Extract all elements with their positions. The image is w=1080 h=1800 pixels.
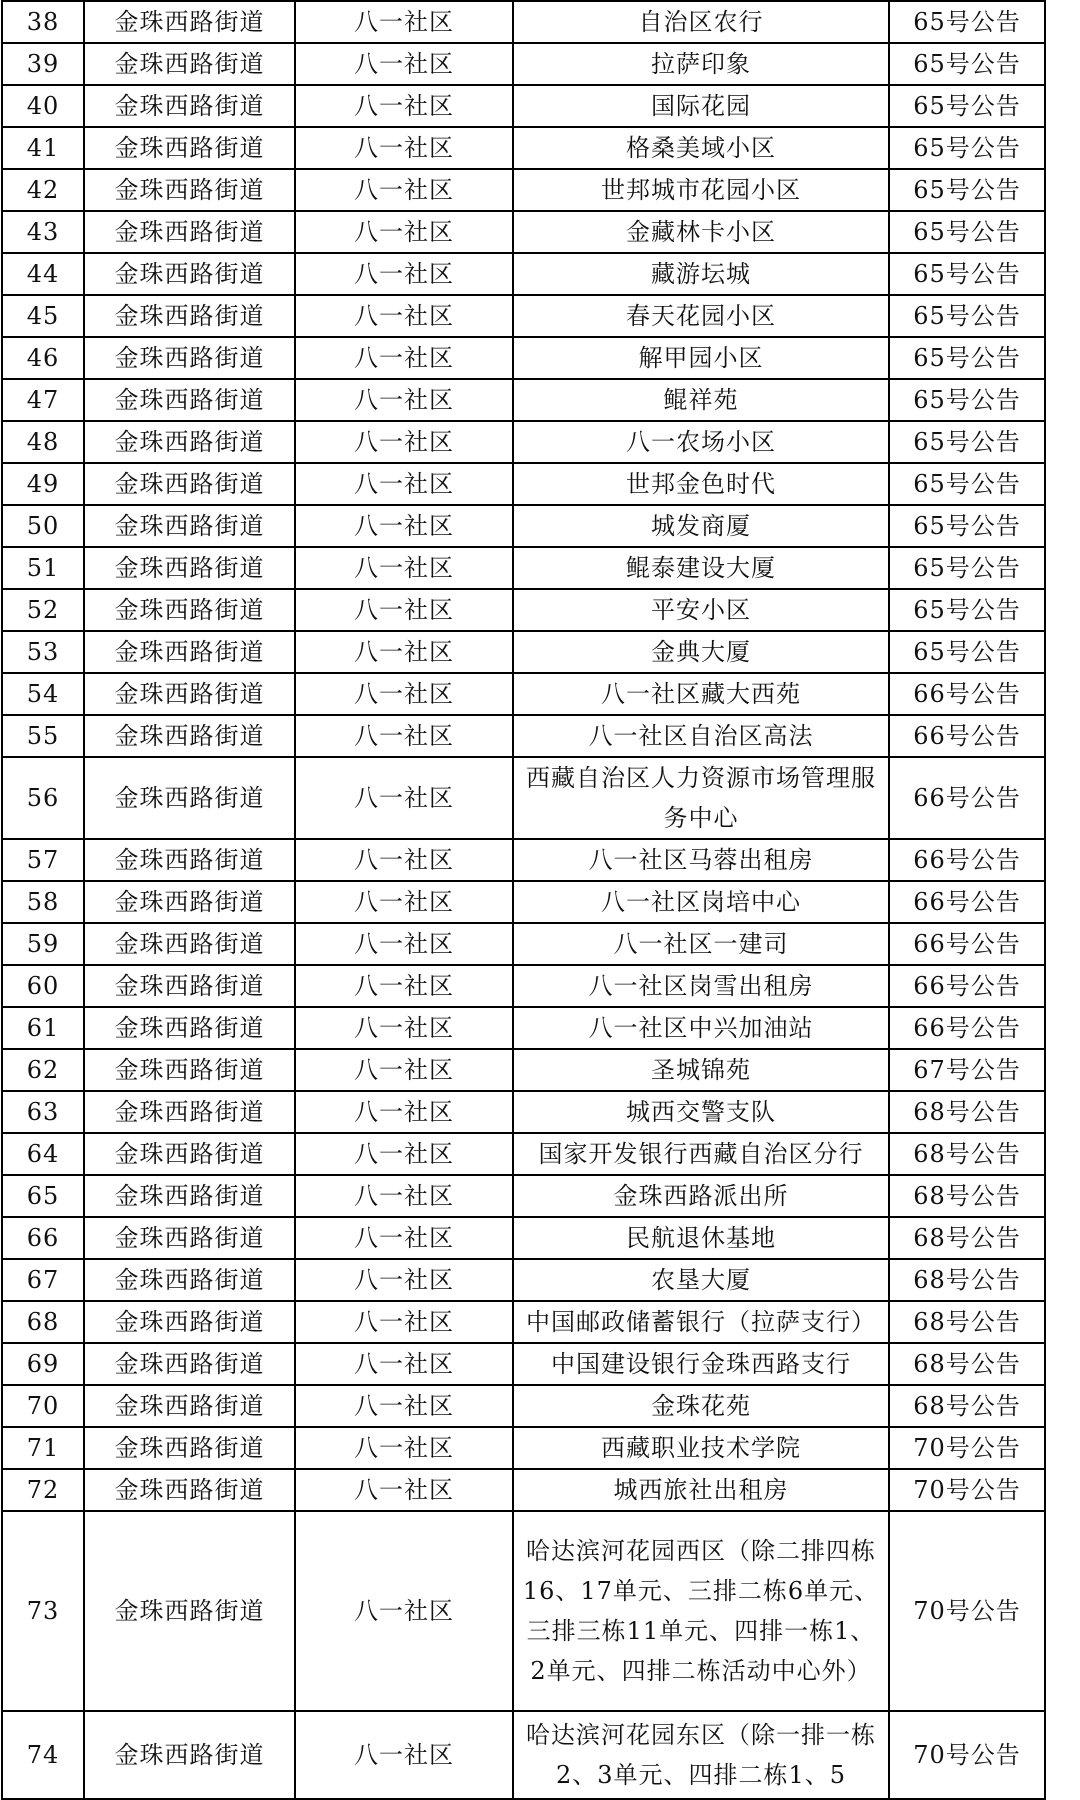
notice-cell: 65号公告 xyxy=(889,463,1045,505)
table-row xyxy=(2,923,1045,965)
address-cell: 藏游坛城 xyxy=(513,253,889,295)
notice-cell: 67号公告 xyxy=(889,1049,1045,1091)
table-row xyxy=(2,1469,1045,1511)
address-cell: 西藏职业技术学院 xyxy=(513,1427,889,1469)
notice-cell: 68号公告 xyxy=(889,1385,1045,1427)
street-cell: 金珠西路街道 xyxy=(84,1091,295,1133)
street-cell: 金珠西路街道 xyxy=(84,631,295,673)
address-cell: 解甲园小区 xyxy=(513,337,889,379)
street-cell: 金珠西路街道 xyxy=(84,1259,295,1301)
street-cell: 金珠西路街道 xyxy=(84,43,295,85)
community-cell: 八一社区 xyxy=(295,505,513,547)
table-row xyxy=(2,1,1045,43)
community-cell: 八一社区 xyxy=(295,169,513,211)
table-row xyxy=(2,1091,1045,1133)
street-cell: 金珠西路街道 xyxy=(84,1343,295,1385)
community-cell: 八一社区 xyxy=(295,211,513,253)
notice-cell: 65号公告 xyxy=(889,211,1045,253)
address-cell: 平安小区 xyxy=(513,589,889,631)
community-cell: 八一社区 xyxy=(295,715,513,757)
address-cell: 八一社区马蓉出租房 xyxy=(513,839,889,881)
address-cell: 哈达滨河花园东区（除一排一栋2、3单元、四排二栋1、5 xyxy=(513,1711,889,1799)
community-cell: 八一社区 xyxy=(295,295,513,337)
row-number-cell: 39 xyxy=(2,43,84,85)
street-cell: 金珠西路街道 xyxy=(84,127,295,169)
address-cell: 八一农场小区 xyxy=(513,421,889,463)
row-number-cell: 41 xyxy=(2,127,84,169)
community-cell: 八一社区 xyxy=(295,1091,513,1133)
address-cell: 八一社区藏大西苑 xyxy=(513,673,889,715)
community-cell: 八一社区 xyxy=(295,1007,513,1049)
address-cell: 中国建设银行金珠西路支行 xyxy=(513,1343,889,1385)
table-row xyxy=(2,43,1045,85)
community-cell: 八一社区 xyxy=(295,1301,513,1343)
community-cell: 八一社区 xyxy=(295,421,513,463)
community-cell: 八一社区 xyxy=(295,1511,513,1711)
community-cell: 八一社区 xyxy=(295,127,513,169)
table-row xyxy=(2,547,1045,589)
community-cell: 八一社区 xyxy=(295,379,513,421)
row-number-cell: 65 xyxy=(2,1175,84,1217)
table-row xyxy=(2,757,1045,839)
address-cell: 自治区农行 xyxy=(513,1,889,43)
community-cell: 八一社区 xyxy=(295,337,513,379)
street-cell: 金珠西路街道 xyxy=(84,505,295,547)
notice-cell: 66号公告 xyxy=(889,1007,1045,1049)
row-number-cell: 56 xyxy=(2,757,84,839)
notice-cell: 68号公告 xyxy=(889,1133,1045,1175)
street-cell: 金珠西路街道 xyxy=(84,1469,295,1511)
address-cell: 哈达滨河花园西区（除二排四栋16、17单元、三排二栋6单元、三排三栋11单元、四排一栋1、2单元、四排二栋活动中心外） xyxy=(513,1511,889,1711)
community-cell: 八一社区 xyxy=(295,923,513,965)
street-cell: 金珠西路街道 xyxy=(84,421,295,463)
row-number-cell: 64 xyxy=(2,1133,84,1175)
street-cell: 金珠西路街道 xyxy=(84,1711,295,1799)
address-cell: 格桑美域小区 xyxy=(513,127,889,169)
table-row xyxy=(2,1133,1045,1175)
table-row xyxy=(2,839,1045,881)
notice-cell: 66号公告 xyxy=(889,757,1045,839)
address-cell: 鲲泰建设大厦 xyxy=(513,547,889,589)
address-cell: 金珠西路派出所 xyxy=(513,1175,889,1217)
table-row xyxy=(2,211,1045,253)
row-number-cell: 62 xyxy=(2,1049,84,1091)
address-cell: 八一社区自治区高法 xyxy=(513,715,889,757)
table-body xyxy=(2,1,1045,1799)
row-number-cell: 42 xyxy=(2,169,84,211)
table-row xyxy=(2,1217,1045,1259)
table-row xyxy=(2,505,1045,547)
row-number-cell: 45 xyxy=(2,295,84,337)
row-number-cell: 46 xyxy=(2,337,84,379)
street-cell: 金珠西路街道 xyxy=(84,547,295,589)
community-cell: 八一社区 xyxy=(295,1711,513,1799)
address-cell: 城发商厦 xyxy=(513,505,889,547)
street-cell: 金珠西路街道 xyxy=(84,1217,295,1259)
row-number-cell: 74 xyxy=(2,1711,84,1799)
row-number-cell: 57 xyxy=(2,839,84,881)
row-number-cell: 72 xyxy=(2,1469,84,1511)
address-cell: 八一社区中兴加油站 xyxy=(513,1007,889,1049)
street-cell: 金珠西路街道 xyxy=(84,1133,295,1175)
notice-cell: 65号公告 xyxy=(889,631,1045,673)
address-cell: 城西交警支队 xyxy=(513,1091,889,1133)
community-cell: 八一社区 xyxy=(295,1385,513,1427)
notice-cell: 66号公告 xyxy=(889,965,1045,1007)
notice-cell: 65号公告 xyxy=(889,169,1045,211)
community-cell: 八一社区 xyxy=(295,547,513,589)
address-cell: 春天花园小区 xyxy=(513,295,889,337)
address-cell: 八一社区岗培中心 xyxy=(513,881,889,923)
community-cell: 八一社区 xyxy=(295,1049,513,1091)
row-number-cell: 50 xyxy=(2,505,84,547)
street-cell: 金珠西路街道 xyxy=(84,337,295,379)
address-cell: 世邦金色时代 xyxy=(513,463,889,505)
notice-cell: 65号公告 xyxy=(889,253,1045,295)
row-number-cell: 40 xyxy=(2,85,84,127)
row-number-cell: 69 xyxy=(2,1343,84,1385)
street-cell: 金珠西路街道 xyxy=(84,965,295,1007)
table-row xyxy=(2,463,1045,505)
notice-cell: 65号公告 xyxy=(889,295,1045,337)
notice-cell: 65号公告 xyxy=(889,337,1045,379)
notice-cell: 65号公告 xyxy=(889,421,1045,463)
row-number-cell: 60 xyxy=(2,965,84,1007)
community-list-table xyxy=(1,0,1046,1800)
table-row xyxy=(2,1385,1045,1427)
community-cell: 八一社区 xyxy=(295,965,513,1007)
address-cell: 国际花园 xyxy=(513,85,889,127)
address-cell: 金藏林卡小区 xyxy=(513,211,889,253)
notice-cell: 65号公告 xyxy=(889,43,1045,85)
row-number-cell: 55 xyxy=(2,715,84,757)
table-row xyxy=(2,421,1045,463)
community-cell: 八一社区 xyxy=(295,253,513,295)
street-cell: 金珠西路街道 xyxy=(84,463,295,505)
community-cell: 八一社区 xyxy=(295,1469,513,1511)
community-cell: 八一社区 xyxy=(295,1427,513,1469)
address-cell: 八一社区岗雪出租房 xyxy=(513,965,889,1007)
address-cell: 鲲祥苑 xyxy=(513,379,889,421)
street-cell: 金珠西路街道 xyxy=(84,211,295,253)
address-cell: 民航退休基地 xyxy=(513,1217,889,1259)
table-row xyxy=(2,253,1045,295)
row-number-cell: 66 xyxy=(2,1217,84,1259)
address-cell: 国家开发银行西藏自治区分行 xyxy=(513,1133,889,1175)
table-row xyxy=(2,1511,1045,1711)
address-cell: 城西旅社出租房 xyxy=(513,1469,889,1511)
community-cell: 八一社区 xyxy=(295,1175,513,1217)
community-cell: 八一社区 xyxy=(295,1133,513,1175)
notice-cell: 68号公告 xyxy=(889,1259,1045,1301)
row-number-cell: 73 xyxy=(2,1511,84,1711)
row-number-cell: 38 xyxy=(2,1,84,43)
row-number-cell: 58 xyxy=(2,881,84,923)
street-cell: 金珠西路街道 xyxy=(84,1427,295,1469)
street-cell: 金珠西路街道 xyxy=(84,1301,295,1343)
row-number-cell: 70 xyxy=(2,1385,84,1427)
table-row xyxy=(2,169,1045,211)
notice-cell: 68号公告 xyxy=(889,1091,1045,1133)
row-number-cell: 48 xyxy=(2,421,84,463)
street-cell: 金珠西路街道 xyxy=(84,295,295,337)
row-number-cell: 43 xyxy=(2,211,84,253)
notice-cell: 65号公告 xyxy=(889,547,1045,589)
table-row xyxy=(2,589,1045,631)
street-cell: 金珠西路街道 xyxy=(84,589,295,631)
street-cell: 金珠西路街道 xyxy=(84,839,295,881)
row-number-cell: 63 xyxy=(2,1091,84,1133)
table-row xyxy=(2,1711,1045,1799)
notice-cell: 68号公告 xyxy=(889,1301,1045,1343)
street-cell: 金珠西路街道 xyxy=(84,1511,295,1711)
notice-cell: 66号公告 xyxy=(889,839,1045,881)
notice-cell: 65号公告 xyxy=(889,1,1045,43)
table-row xyxy=(2,1175,1045,1217)
row-number-cell: 52 xyxy=(2,589,84,631)
table-row xyxy=(2,379,1045,421)
street-cell: 金珠西路街道 xyxy=(84,253,295,295)
row-number-cell: 54 xyxy=(2,673,84,715)
community-cell: 八一社区 xyxy=(295,1259,513,1301)
street-cell: 金珠西路街道 xyxy=(84,1049,295,1091)
notice-cell: 65号公告 xyxy=(889,127,1045,169)
address-cell: 八一社区一建司 xyxy=(513,923,889,965)
address-cell: 金典大厦 xyxy=(513,631,889,673)
address-cell: 世邦城市花园小区 xyxy=(513,169,889,211)
community-cell: 八一社区 xyxy=(295,881,513,923)
address-cell: 西藏自治区人力资源市场管理服务中心 xyxy=(513,757,889,839)
table-row xyxy=(2,1301,1045,1343)
table-row xyxy=(2,295,1045,337)
row-number-cell: 61 xyxy=(2,1007,84,1049)
row-number-cell: 44 xyxy=(2,253,84,295)
street-cell: 金珠西路街道 xyxy=(84,757,295,839)
row-number-cell: 71 xyxy=(2,1427,84,1469)
street-cell: 金珠西路街道 xyxy=(84,673,295,715)
address-cell: 农垦大厦 xyxy=(513,1259,889,1301)
table-row xyxy=(2,673,1045,715)
table-row xyxy=(2,1259,1045,1301)
row-number-cell: 49 xyxy=(2,463,84,505)
table-row xyxy=(2,1049,1045,1091)
address-cell: 圣城锦苑 xyxy=(513,1049,889,1091)
street-cell: 金珠西路街道 xyxy=(84,1007,295,1049)
notice-cell: 68号公告 xyxy=(889,1175,1045,1217)
street-cell: 金珠西路街道 xyxy=(84,1,295,43)
notice-cell: 70号公告 xyxy=(889,1511,1045,1711)
table-row xyxy=(2,1343,1045,1385)
notice-cell: 65号公告 xyxy=(889,589,1045,631)
table-row xyxy=(2,337,1045,379)
row-number-cell: 59 xyxy=(2,923,84,965)
street-cell: 金珠西路街道 xyxy=(84,715,295,757)
address-cell: 中国邮政储蓄银行（拉萨支行） xyxy=(513,1301,889,1343)
street-cell: 金珠西路街道 xyxy=(84,1385,295,1427)
notice-cell: 70号公告 xyxy=(889,1469,1045,1511)
community-cell: 八一社区 xyxy=(295,1,513,43)
community-cell: 八一社区 xyxy=(295,631,513,673)
table-row xyxy=(2,1007,1045,1049)
street-cell: 金珠西路街道 xyxy=(84,85,295,127)
address-cell: 金珠花苑 xyxy=(513,1385,889,1427)
row-number-cell: 68 xyxy=(2,1301,84,1343)
notice-cell: 68号公告 xyxy=(889,1217,1045,1259)
row-number-cell: 51 xyxy=(2,547,84,589)
notice-cell: 70号公告 xyxy=(889,1711,1045,1799)
street-cell: 金珠西路街道 xyxy=(84,379,295,421)
street-cell: 金珠西路街道 xyxy=(84,1175,295,1217)
table-row xyxy=(2,715,1045,757)
notice-cell: 66号公告 xyxy=(889,673,1045,715)
table-row xyxy=(2,965,1045,1007)
community-cell: 八一社区 xyxy=(295,589,513,631)
table-row xyxy=(2,127,1045,169)
notice-cell: 66号公告 xyxy=(889,923,1045,965)
table-row xyxy=(2,631,1045,673)
community-cell: 八一社区 xyxy=(295,1217,513,1259)
community-cell: 八一社区 xyxy=(295,463,513,505)
table-row xyxy=(2,1427,1045,1469)
notice-cell: 65号公告 xyxy=(889,379,1045,421)
address-cell: 拉萨印象 xyxy=(513,43,889,85)
row-number-cell: 53 xyxy=(2,631,84,673)
notice-cell: 66号公告 xyxy=(889,881,1045,923)
notice-cell: 65号公告 xyxy=(889,85,1045,127)
street-cell: 金珠西路街道 xyxy=(84,169,295,211)
community-cell: 八一社区 xyxy=(295,757,513,839)
notice-cell: 65号公告 xyxy=(889,505,1045,547)
street-cell: 金珠西路街道 xyxy=(84,923,295,965)
community-cell: 八一社区 xyxy=(295,85,513,127)
row-number-cell: 47 xyxy=(2,379,84,421)
table-row xyxy=(2,881,1045,923)
community-cell: 八一社区 xyxy=(295,673,513,715)
community-cell: 八一社区 xyxy=(295,43,513,85)
notice-cell: 66号公告 xyxy=(889,715,1045,757)
row-number-cell: 67 xyxy=(2,1259,84,1301)
street-cell: 金珠西路街道 xyxy=(84,881,295,923)
table-row xyxy=(2,85,1045,127)
community-cell: 八一社区 xyxy=(295,839,513,881)
notice-cell: 70号公告 xyxy=(889,1427,1045,1469)
notice-cell: 68号公告 xyxy=(889,1343,1045,1385)
community-cell: 八一社区 xyxy=(295,1343,513,1385)
